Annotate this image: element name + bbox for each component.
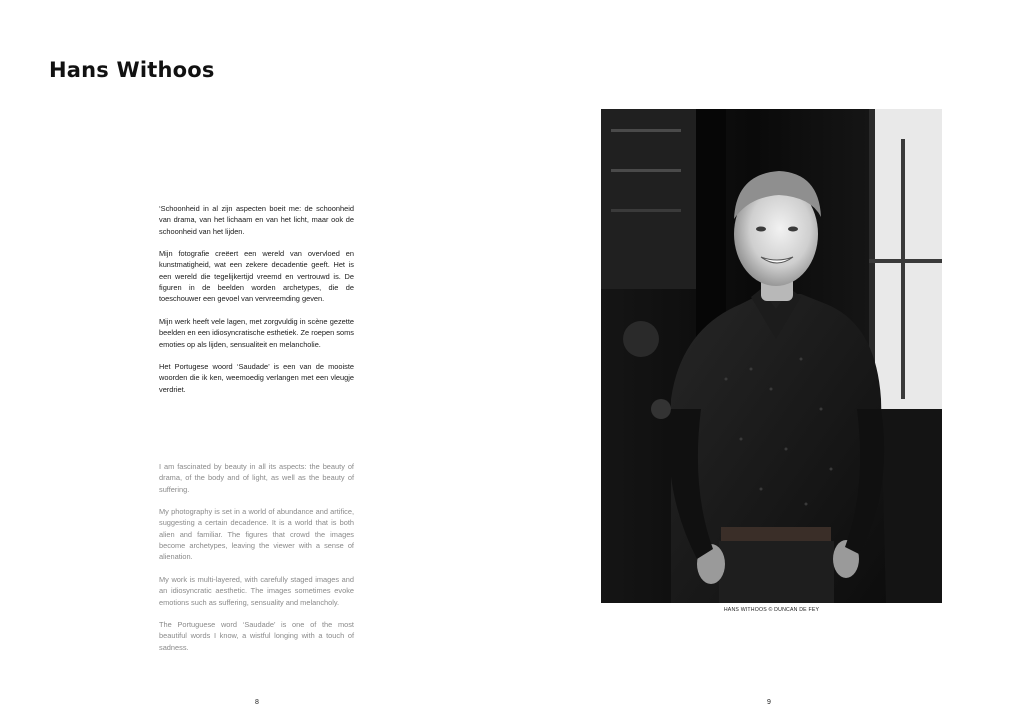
- portrait-illustration: [601, 109, 942, 603]
- english-paragraph: The Portuguese word ‘Saudade’ is one of the most beautiful words I know, a wistful longing with a touch of sadness.: [159, 620, 354, 652]
- page-number-left: 8: [255, 699, 259, 706]
- english-paragraph: I am fascinated by beauty in all its aspects: the beauty of drama, of the body and of light, as well as the beauty of suffering.: [159, 462, 354, 494]
- dutch-paragraph: Het Portugese woord ‘Saudade’ is een van de mooiste woorden die ik ken, weemoedig verlangen met een vleugje verdriet.: [159, 362, 354, 394]
- artist-name-title: Hans Withoos: [49, 58, 215, 82]
- english-text-column: [159, 461, 354, 653]
- photo-credit-caption: HANS WITHOOS © DUNCAN DE FEY: [723, 607, 820, 613]
- english-paragraph: My photography is set in a world of abundance and artifice, suggesting a certain decadence. It is a world that is both alien and familiar. The figures that crowd the images become archetypes, leaving the viewer with a sense of alienation.: [159, 507, 354, 562]
- english-paragraph: My work is multi-layered, with carefully staged images and an idiosyncratic aesthetic. The images sometimes evoke emotions such as suffering, sensuality and melancholy.: [159, 574, 354, 607]
- dutch-paragraph: Mijn werk heeft vele lagen, met zorgvuldig in scène gezette beelden en een idiosyncratische esthetiek. Ze roepen soms emoties op als lijden, sensualiteit en melancholie.: [159, 316, 354, 349]
- right-page: [515, 0, 1030, 728]
- portrait-photo: [601, 109, 942, 603]
- dutch-text-column: [159, 203, 354, 395]
- page-number-right: 9: [767, 699, 771, 706]
- dutch-paragraph: ‘Schoonheid in al zijn aspecten boeit me: de schoonheid van drama, van het lichaam en van het licht, maar ook de schoonheid van het lijden.: [159, 204, 354, 236]
- dutch-paragraph: Mijn fotografie creëert een wereld van overvloed en kunstmatigheid, wat een zekere decadentie geeft. Het is een wereld die tegelijkertijd vreemd en vertrouwd is. De figuren in de beelden worden archetypes, die de toeschouwer een gevoel van vervreemding geven.: [159, 249, 354, 304]
